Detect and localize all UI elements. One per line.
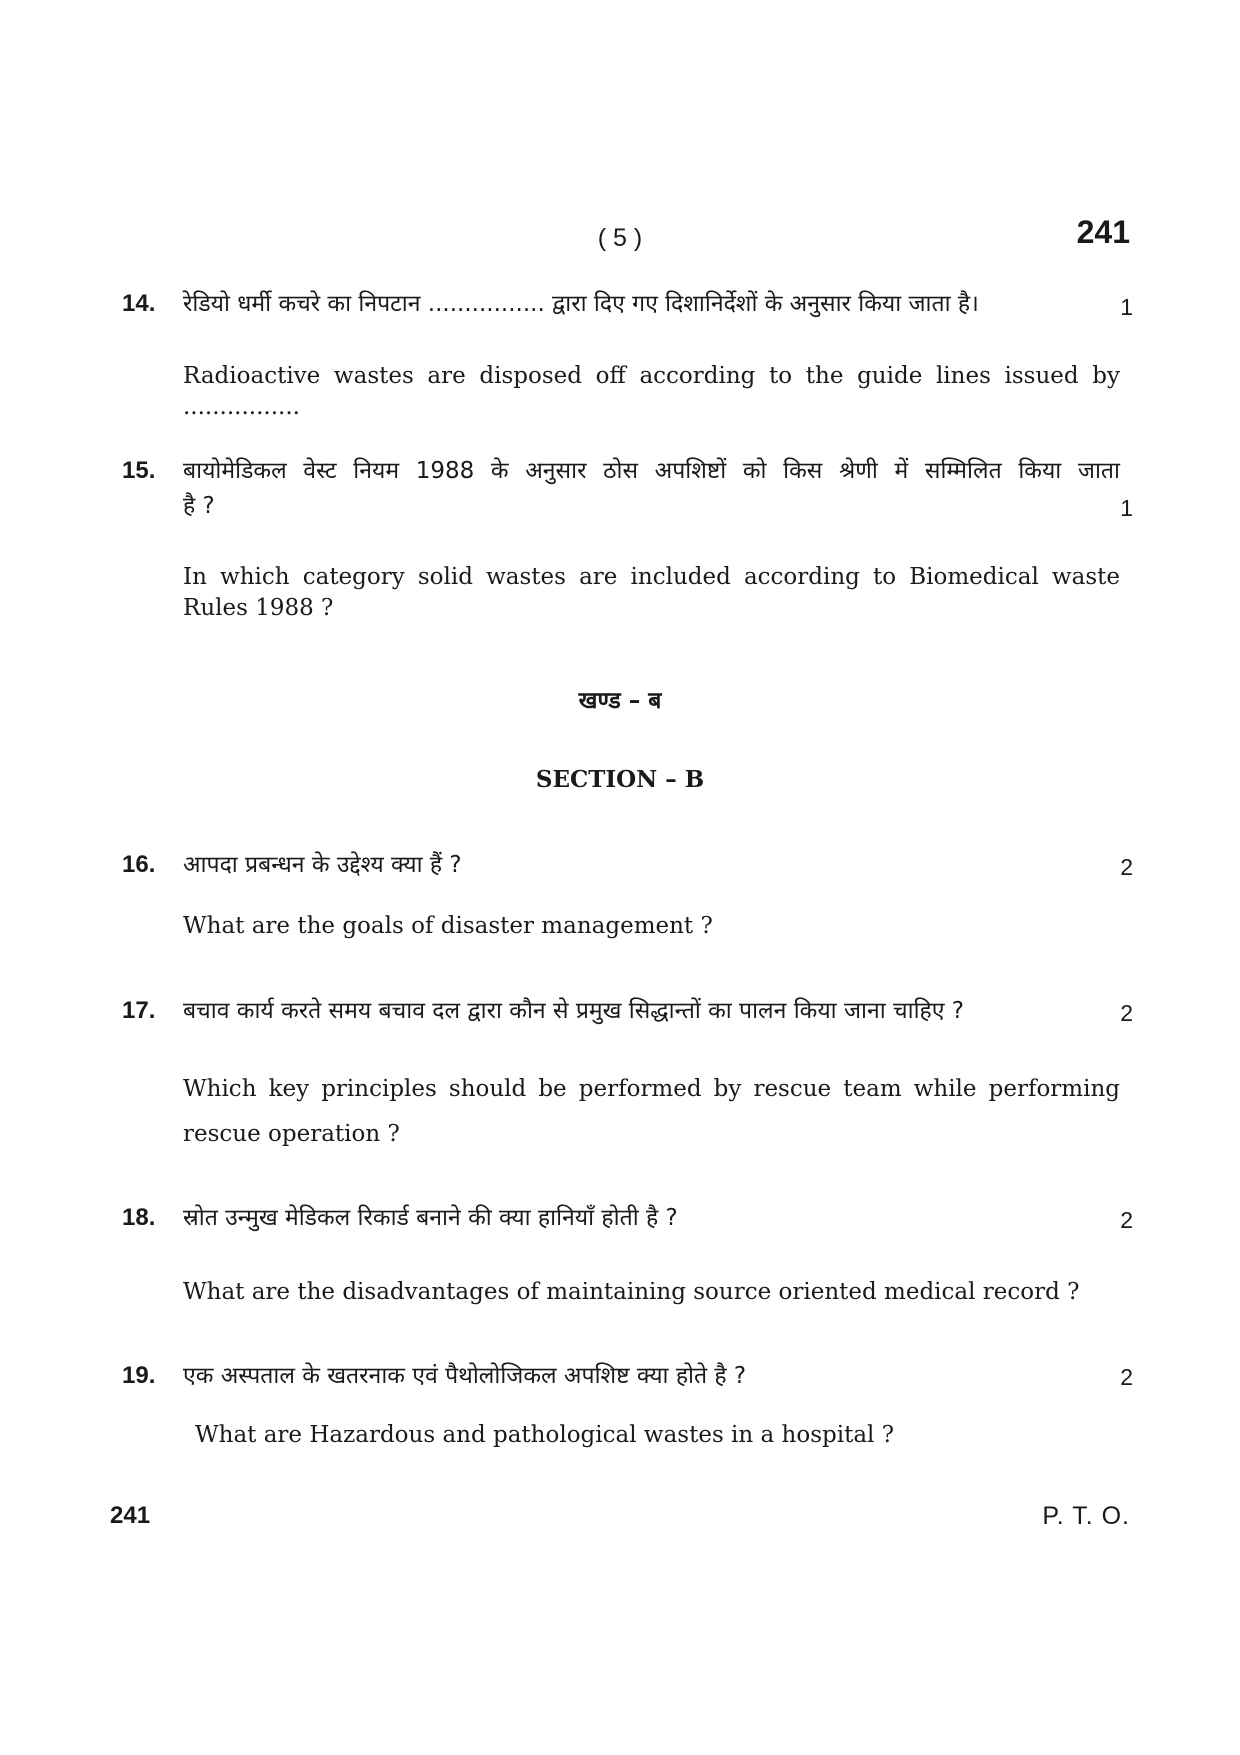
question-16-english: What are the goals of disaster management ? bbox=[183, 913, 713, 939]
page-number: ( 5 ) bbox=[597, 224, 643, 252]
question-19-marks: 2 bbox=[1120, 1364, 1133, 1390]
question-15-hindi-line2: है ? bbox=[183, 493, 215, 519]
question-17-hindi: बचाव कार्य करते समय बचाव दल द्वारा कौन से प्रमुख सिद्धान्तों का पालन किया जाना चाहिए ? bbox=[183, 998, 964, 1024]
question-number-19: 19. bbox=[122, 1362, 156, 1389]
question-number-16: 16. bbox=[122, 851, 156, 878]
question-17-english-line2: rescue operation ? bbox=[183, 1121, 400, 1147]
section-heading-english: SECTION – B bbox=[535, 766, 705, 793]
question-17-marks: 2 bbox=[1120, 1000, 1133, 1026]
section-heading-hindi: खण्ड – ब bbox=[578, 688, 662, 714]
question-18-english: What are the disadvantages of maintaining source oriented medical record ? bbox=[183, 1279, 1080, 1305]
question-14-english: Radioactive wastes are disposed off according to the guide lines issued by ................ bbox=[183, 363, 1120, 420]
question-18-hindi: स्रोत उन्मुख मेडिकल रिकार्ड बनाने की क्या हानियाँ होती है ? bbox=[183, 1205, 678, 1231]
please-turn-over: P. T. O. bbox=[1042, 1502, 1130, 1530]
question-14-marks: 1 bbox=[1120, 294, 1133, 320]
question-number-17: 17. bbox=[122, 997, 156, 1024]
question-16-marks: 2 bbox=[1120, 854, 1133, 880]
question-15-marks: 1 bbox=[1120, 495, 1133, 521]
question-14-hindi: रेडियो धर्मी कचरे का निपटान ................ द्वारा दिए गए दिशानिर्देशों के अनुसार किया जाता है। bbox=[183, 291, 979, 317]
question-19-hindi: एक अस्पताल के खतरनाक एवं पैथोलोजिकल अपशिष्ट क्या होते है ? bbox=[183, 1363, 747, 1389]
question-15-english: In which category solid wastes are included according to Biomedical waste Rules 1988 ? bbox=[183, 564, 1120, 621]
question-number-18: 18. bbox=[122, 1204, 156, 1231]
question-number-14: 14. bbox=[122, 290, 156, 317]
question-19-english: What are Hazardous and pathological wastes in a hospital ? bbox=[195, 1422, 895, 1448]
question-16-hindi: आपदा प्रबन्धन के उद्देश्य क्या हैं ? bbox=[183, 852, 462, 878]
question-18-marks: 2 bbox=[1120, 1207, 1133, 1233]
paper-code-header: 241 bbox=[1076, 214, 1130, 250]
question-number-15: 15. bbox=[122, 457, 156, 484]
question-17-english-line1: Which key principles should be performed by rescue team while performing bbox=[183, 1076, 1120, 1102]
paper-code-footer: 241 bbox=[110, 1502, 151, 1529]
question-15-hindi-line1: बायोमेडिकल वेस्ट नियम 1988 के अनुसार ठोस अपशिष्टों को किस श्रेणी में सम्मिलित किया जाता bbox=[183, 458, 1120, 484]
